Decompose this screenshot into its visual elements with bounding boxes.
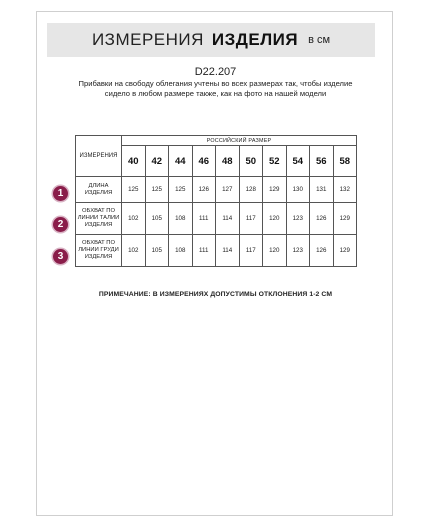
- table-row: [76, 235, 357, 267]
- table-cell: 120: [263, 203, 287, 235]
- table-row: [76, 177, 357, 203]
- table-cell: 126: [310, 203, 334, 235]
- table-cell: 128: [239, 177, 263, 203]
- table-cell: 130: [286, 177, 310, 203]
- table-cell: 129: [333, 235, 357, 267]
- table-cell: 105: [145, 203, 169, 235]
- size-header: 58: [333, 146, 357, 177]
- row-badge-3: 3: [53, 249, 68, 264]
- size-header: 42: [145, 146, 169, 177]
- size-header: 50: [239, 146, 263, 177]
- table-cell: 117: [239, 235, 263, 267]
- row-badge-2: 2: [53, 217, 68, 232]
- size-header: 54: [286, 146, 310, 177]
- size-header: 44: [169, 146, 193, 177]
- measurements-table: [75, 135, 357, 267]
- row-badge-1: 1: [53, 186, 68, 201]
- table-cell: 126: [192, 177, 216, 203]
- table-row: [76, 203, 357, 235]
- table-cell: 132: [333, 177, 357, 203]
- table-cell: 102: [122, 203, 146, 235]
- table-cell: 114: [216, 235, 240, 267]
- table-cell: 105: [145, 235, 169, 267]
- article-code: D22.207: [194, 66, 237, 78]
- table-cell: 129: [263, 177, 287, 203]
- size-chart-sheet: [36, 11, 393, 516]
- table-cell: 111: [192, 203, 216, 235]
- title-banner: [47, 23, 375, 57]
- title-part-1: ИЗМЕРЕНИЯ: [91, 30, 204, 49]
- remark: ПРИМЕЧАНИЕ: В ИЗМЕРЕНИЯХ ДОПУСТИМЫ ОТКЛОНЕНИЯ 1-2 СМ: [98, 291, 333, 298]
- fit-note: Прибавки на свободу облегания учтены во всех размерах так, чтобы изделие сидело в любом размере также, как на фото на нашей модели: [78, 79, 353, 98]
- row-label: ОБХВАТ ПО ЛИНИИ ТАЛИИ ИЗДЕЛИЯ: [76, 203, 122, 235]
- table-cell: 131: [310, 177, 334, 203]
- table-cell: 125: [122, 177, 146, 203]
- table-cell: 111: [192, 235, 216, 267]
- table-cell: 123: [286, 235, 310, 267]
- row-label: ДЛИНА ИЗДЕЛИЯ: [76, 177, 122, 203]
- table-cell: 125: [169, 177, 193, 203]
- table-cell: 117: [239, 203, 263, 235]
- table-cell: 114: [216, 203, 240, 235]
- title-part-2: ИЗДЕЛИЯ: [211, 30, 299, 49]
- table-cell: 123: [286, 203, 310, 235]
- table-cell: 108: [169, 235, 193, 267]
- size-group-header: РОССИЙСКИЙ РАЗМЕР: [122, 136, 357, 146]
- table-cell: 129: [333, 203, 357, 235]
- corner-label: ИЗМЕРЕНИЯ: [76, 136, 122, 177]
- size-header: 48: [216, 146, 240, 177]
- table-cell: 125: [145, 177, 169, 203]
- size-header: 52: [263, 146, 287, 177]
- table-cell: 108: [169, 203, 193, 235]
- table-cell: 120: [263, 235, 287, 267]
- size-header: 40: [122, 146, 146, 177]
- table-cell: 127: [216, 177, 240, 203]
- size-header: 56: [310, 146, 334, 177]
- size-header: 46: [192, 146, 216, 177]
- title-unit: в см: [308, 34, 331, 46]
- table-cell: 102: [122, 235, 146, 267]
- table-cell: 126: [310, 235, 334, 267]
- row-label: ОБХВАТ ПО ЛИНИИ ГРУДИ ИЗДЕЛИЯ: [76, 235, 122, 267]
